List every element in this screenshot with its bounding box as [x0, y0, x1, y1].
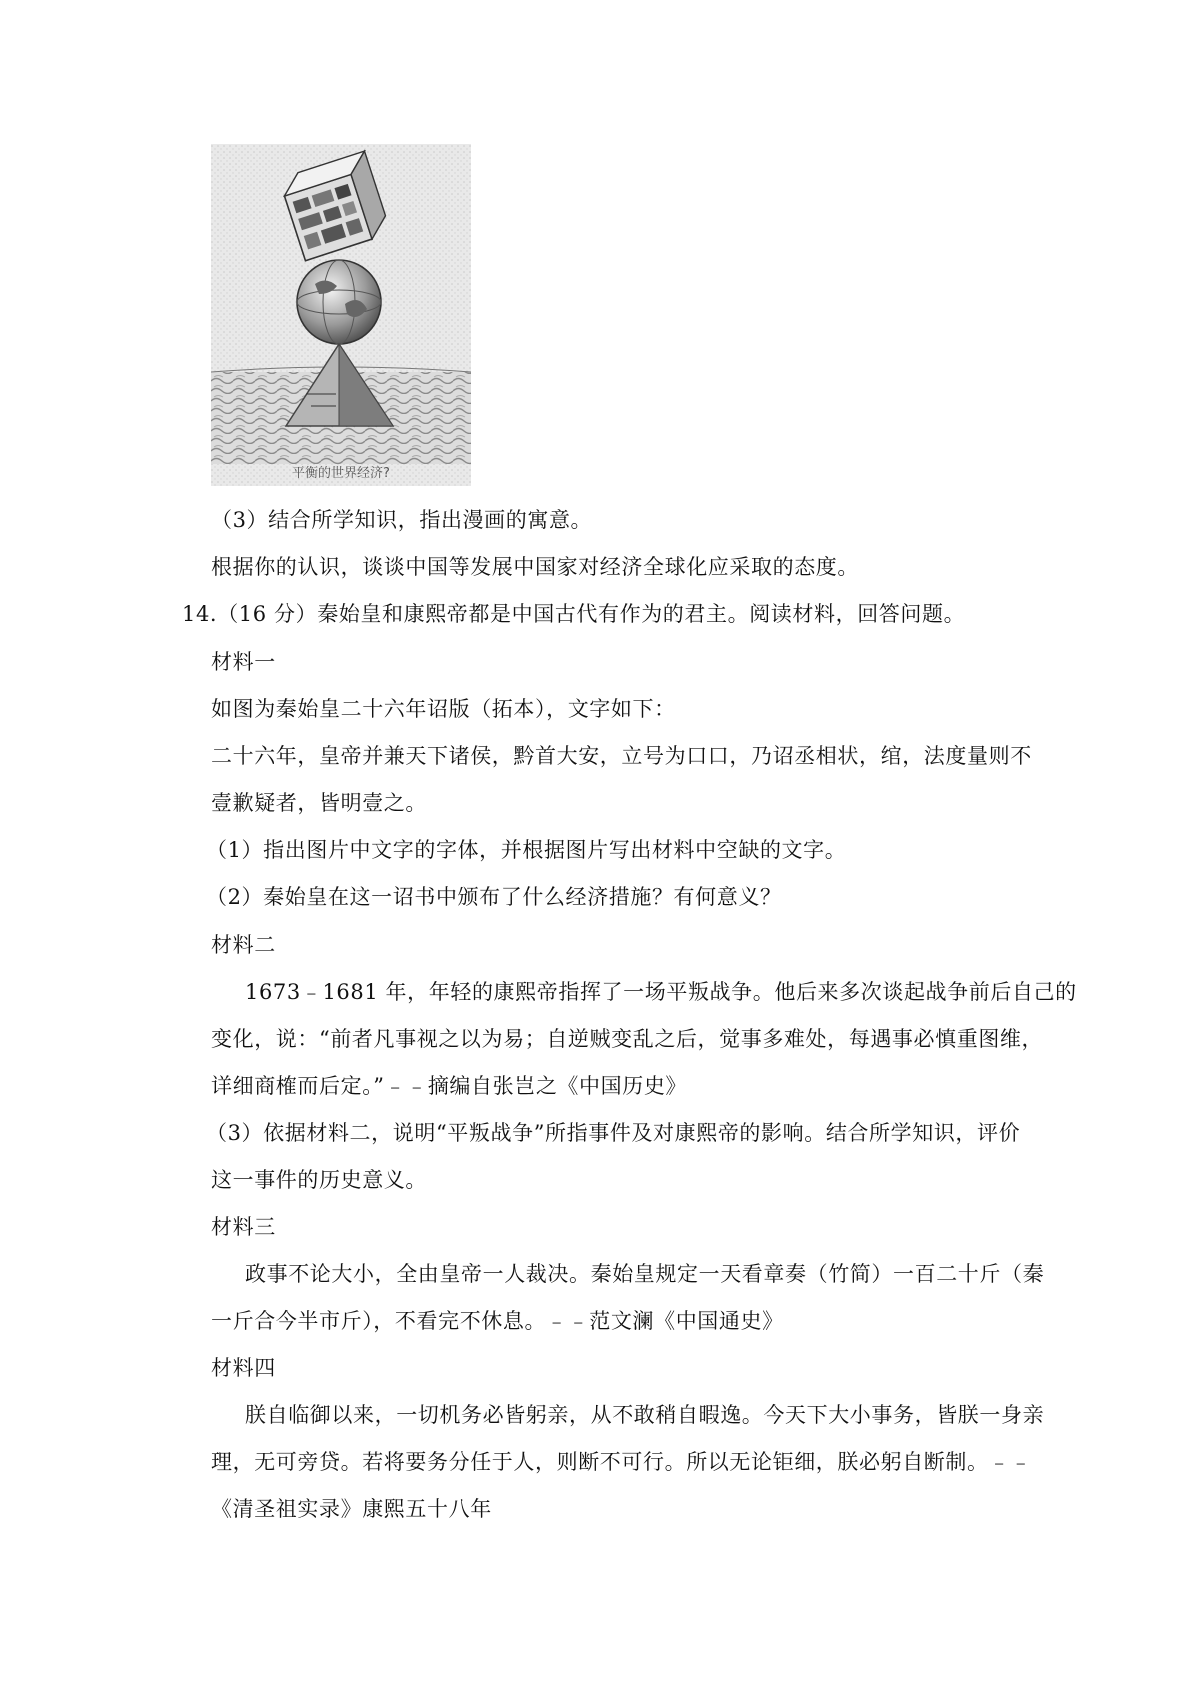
- question-14-1: （1）指出图片中文字的字体，并根据图片写出材料中空缺的文字。: [206, 838, 847, 862]
- material-1-intro: 如图为秦始皇二十六年诏版（拓本），文字如下：: [211, 697, 676, 721]
- cartoon-figure: [211, 144, 471, 486]
- material-1-text-line-2: 壹歉疑者，皆明壹之。: [211, 791, 427, 815]
- material-2-title: 材料二: [211, 933, 276, 957]
- question-14-3-line-2: 这一事件的历史意义。: [211, 1168, 427, 1192]
- material-4-text-line-3: 《清圣祖实录》康熙五十八年: [211, 1497, 492, 1521]
- material-4-text-line-1: 朕自临御以来，一切机务必皆躬亲，从不敢稍自暇逸。今天下大小事务，皆朕一身亲: [245, 1403, 1045, 1427]
- material-4-text-line-2: 理，无可旁贷。若将要务分任于人，则断不可行。所以无论钜细，朕必躬自断制。﹣﹣: [211, 1450, 1032, 1474]
- material-2-text-line-2: 变化，说：“前者凡事视之以为易；自逆贼变乱之后，觉事多难处，每遇事必慎重图维，: [211, 1027, 1044, 1051]
- material-3-text-line-2: 一斤合今半市斤），不看完不休息。﹣﹣范文澜《中国通史》: [211, 1309, 784, 1333]
- question-14-2: （2）秦始皇在这一诏书中颁布了什么经济措施？有何意义？: [206, 885, 782, 909]
- material-2-text-line-3: 详细商榷而后定。”﹣﹣摘编自张岂之《中国历史》: [211, 1074, 688, 1098]
- balanced-world-economy-cartoon: [211, 144, 471, 486]
- question-14-heading: 14.（16 分）秦始皇和康熙帝都是中国古代有作为的君主。阅读材料，回答问题。: [182, 602, 966, 626]
- material-4-title: 材料四: [211, 1356, 276, 1380]
- question-13-3-continued: 根据你的认识，谈谈中国等发展中国家对经济全球化应采取的态度。: [211, 555, 859, 579]
- material-2-text-line-1: 1673﹣1681 年，年轻的康熙帝指挥了一场平叛战争。他后来多次谈起战争前后自己的: [245, 980, 1077, 1004]
- question-14-3-line-1: （3）依据材料二，说明“平叛战争”所指事件及对康熙帝的影响。结合所学知识，评价: [206, 1121, 1021, 1145]
- material-3-title: 材料三: [211, 1215, 276, 1239]
- material-1-text-line-1: 二十六年，皇帝并兼天下诸侯，黔首大安，立号为口口，乃诏丞相状，绾，法度量则不: [211, 744, 1032, 768]
- material-1-title: 材料一: [211, 650, 276, 674]
- question-13-3: （3）结合所学知识，指出漫画的寓意。: [211, 508, 593, 532]
- material-3-text-line-1: 政事不论大小，全由皇帝一人裁决。秦始皇规定一天看章奏（竹简）一百二十斤（秦: [245, 1262, 1045, 1286]
- cartoon-caption: 平衡的世界经济?: [292, 466, 390, 481]
